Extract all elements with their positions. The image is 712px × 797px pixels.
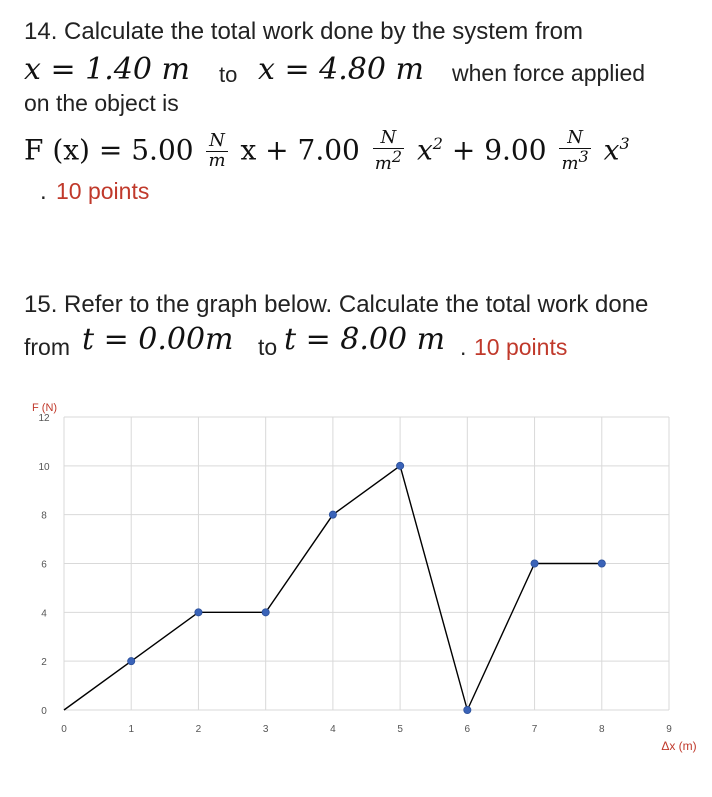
q14-line3: on the object is — [24, 90, 179, 116]
q14-term1: x + 7.00 — [240, 133, 360, 167]
x-tick-label: 7 — [531, 724, 538, 735]
q14-term2-plus: + 9.00 — [451, 133, 547, 167]
y-tick-label: 6 — [41, 559, 47, 571]
y-tick-label: 8 — [41, 510, 47, 522]
x-tick-label: 4 — [330, 724, 336, 735]
data-point — [262, 609, 269, 616]
q14-unit3-num: N — [559, 129, 590, 149]
q14-term3-base: x — [603, 133, 620, 167]
q15-to-word: to — [258, 334, 278, 360]
q14-to-equation: x = 4.80 m — [258, 52, 424, 87]
q14-unit1-den: m — [208, 150, 226, 172]
q14-points-dot: . — [40, 178, 47, 205]
q14-unit1-num: N — [206, 132, 227, 152]
data-point — [531, 560, 538, 567]
data-point — [128, 658, 135, 665]
x-tick-label: 1 — [128, 724, 135, 735]
chart-markers — [128, 462, 606, 713]
y-axis-label: F (N) — [32, 402, 58, 414]
data-point — [397, 462, 404, 469]
q14-term3-pow: 3 — [619, 134, 630, 153]
q14-line1: 14. Calculate the total work done by the system from — [24, 18, 583, 45]
data-point — [329, 511, 336, 518]
q15-to-equation: t = 8.00 m — [284, 322, 446, 357]
q14-term2-pow: 2 — [432, 134, 443, 153]
q14-term2-base: x — [416, 133, 433, 167]
data-point — [195, 609, 202, 616]
y-tick-label: 10 — [38, 461, 50, 473]
q15-line1: 15. Refer to the graph below. Calculate the total work done — [24, 291, 649, 318]
x-tick-label: 2 — [195, 724, 202, 735]
q15-from-word: from — [24, 334, 70, 360]
x-axis-label: Δx (m) — [661, 739, 697, 753]
q14-unit3-pow: 3 — [578, 147, 589, 167]
q15-from-equation: t = 0.00m — [82, 322, 234, 357]
x-tick-label: 8 — [598, 724, 605, 735]
q15-points-dot: . — [460, 334, 467, 360]
data-point — [464, 706, 471, 713]
x-tick-label: 5 — [397, 724, 403, 735]
q14-unit2-pow: 2 — [391, 147, 403, 167]
q14-tail-text: when force applied — [452, 60, 646, 86]
data-point — [598, 560, 605, 567]
y-tick-label: 0 — [41, 706, 47, 717]
x-tick-label: 6 — [464, 724, 471, 735]
q14-to-word: to — [219, 62, 238, 87]
q14-points: 10 points — [56, 178, 150, 204]
q14-from-equation: x = 1.40 m — [24, 52, 190, 87]
q14-unit2-num: N — [373, 129, 404, 149]
x-tick-label: 0 — [61, 724, 67, 735]
q15-points: 10 points — [474, 334, 568, 360]
q14-unit2-den: m — [374, 153, 392, 175]
x-tick-label: 3 — [262, 724, 269, 735]
x-tick-label: 9 — [666, 724, 672, 735]
q14-unit3-den: m — [561, 153, 579, 175]
q14-force-lhs: F (x) = 5.00 — [24, 133, 194, 167]
y-tick-label: 2 — [41, 657, 47, 669]
y-tick-label: 12 — [38, 413, 50, 424]
y-tick-label: 4 — [41, 608, 47, 620]
